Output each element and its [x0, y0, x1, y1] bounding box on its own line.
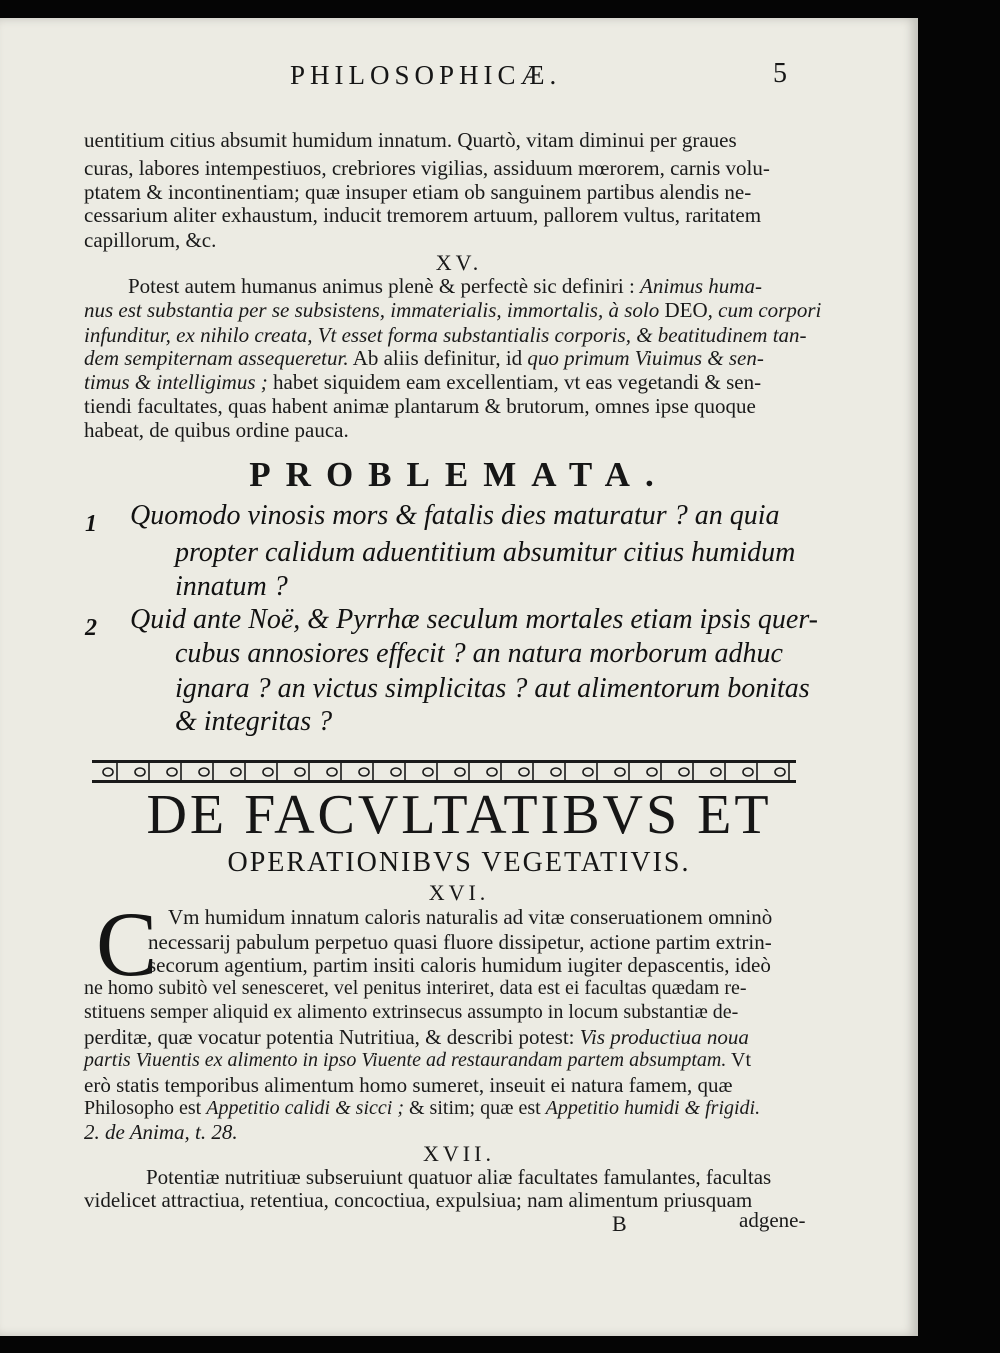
chapter-title: DE FACVLTATIBVS ET — [146, 784, 772, 846]
xvi-line: ne homo subitò vel senesceret, vel penitus interiret, data est ei facultas quædam re- — [84, 977, 747, 999]
xvi-line: 2. de Anima, t. 28. — [84, 1120, 238, 1144]
section-number-xvii: XVII. — [423, 1141, 495, 1166]
para1-line: cessarium aliter exhaustum, inducit tremorem artuum, pallorem vultus, raritatem — [84, 203, 762, 227]
problem-line: cubus annosiores effecit ? an natura morborum adhuc — [175, 638, 783, 669]
para1-line: capillorum, &c. — [84, 228, 217, 252]
para2-line: tiendi facultates, quas habent animæ plantarum & brutorum, omnes ipse quoque — [84, 394, 756, 418]
para2-line: dem sempiternam assequeretur. Ab aliis definitur, id quo primum Viuimus & sen- — [84, 346, 764, 370]
xvi-line: secorum agentium, partim insiti caloris humidum iugiter depascentis, ideò — [148, 953, 771, 977]
xvi-line: erò statis temporibus alimentum homo sumeret, inseuit ei natura famem, quæ — [84, 1073, 733, 1097]
catchword: adgene- — [739, 1208, 806, 1232]
problem-line: ignara ? an victus simplicitas ? aut alimentorum bonitas — [175, 673, 810, 704]
xvi-line: stituens semper aliquid ex alimento extrinsecus assumpto in locum substantiæ de- — [84, 1001, 739, 1023]
problem-line: Quomodo vinosis mors & fatalis dies maturatur ? an quia — [130, 500, 780, 531]
xvi-line: necessarij pabulum perpetuo quasi fluore dissipetur, actione partim extrin- — [148, 930, 772, 954]
chapter-subtitle: OPERATIONIBVS VEGETATIVIS. — [227, 847, 691, 878]
para1-line: curas, labores intempestiuos, crebriores vigilias, assiduum mœrorem, carnis volu- — [84, 156, 770, 180]
xvi-line: partis Viuentis ex alimento in ipso Viuente ad restaurandam partem absumptam. Vt — [84, 1049, 751, 1071]
page-header — [0, 60, 918, 100]
section-number-xvi: XVI. — [428, 880, 490, 905]
para2-line: timus & intelligimus ; habet siquidem eam excellentiam, vt eas vegetandi & sen- — [84, 370, 762, 394]
problem-line: & integritas ? — [175, 706, 333, 737]
page-number: 5 — [773, 58, 787, 89]
para2-line: habeat, de quibus ordine pauca. — [84, 418, 349, 442]
xvi-line: Vm humidum innatum caloris naturalis ad vitæ conseruationem omninò — [168, 905, 773, 929]
problem-line: Quid ante Noë, & Pyrrhæ seculum mortales etiam ipsis quer- — [130, 604, 818, 635]
problemata-heading: PROBLEMATA. — [249, 455, 669, 494]
xvi-line: Philosopho est Appetitio calidi & sicci ; & sitim; quæ est Appetitio humidi & frigidi. — [84, 1097, 761, 1119]
xvii-line: Potentiæ nutritiuæ subseruiunt quatuor aliæ facultates famulantes, facultas — [146, 1165, 772, 1189]
book-page — [0, 18, 918, 1336]
problem-line: propter calidum aduentitium absumitur citius humidum — [175, 537, 796, 568]
para1-line: uentitium citius absumit humidum innatum. Quartò, vitam diminui per graues — [84, 128, 737, 152]
para2-line: infunditur, ex nihilo creata, Vt esset forma substantialis corporis, & beatitudinem tan- — [84, 323, 807, 347]
xvii-line: videlicet attractiua, retentiua, concoctiua, expulsiua; nam alimentum priusquam — [84, 1188, 753, 1212]
para2-line: nus est substantia per se subsistens, immaterialis, immortalis, à solo DEO, cum corpori — [84, 298, 822, 322]
para2-line: Potest autem humanus animus plenè & perfectè sic definiri : Animus huma- — [128, 274, 762, 298]
problem-number: 1 — [85, 511, 97, 537]
problem-line: innatum ? — [175, 571, 288, 602]
para1-line: ptatem & incontinentiam; quæ insuper etiam ob sanguinem partibus alendis ne- — [84, 180, 752, 204]
drop-cap: C — [96, 893, 158, 995]
problem-number: 2 — [85, 615, 97, 641]
xvi-line: perditæ, quæ vocatur potentia Nutritiua, & describi potest: Vis productiua noua — [84, 1025, 749, 1049]
running-head: PHILOSOPHICÆ. — [290, 60, 562, 90]
signature-mark: B — [612, 1211, 627, 1236]
section-number-xv: XV. — [435, 250, 483, 275]
